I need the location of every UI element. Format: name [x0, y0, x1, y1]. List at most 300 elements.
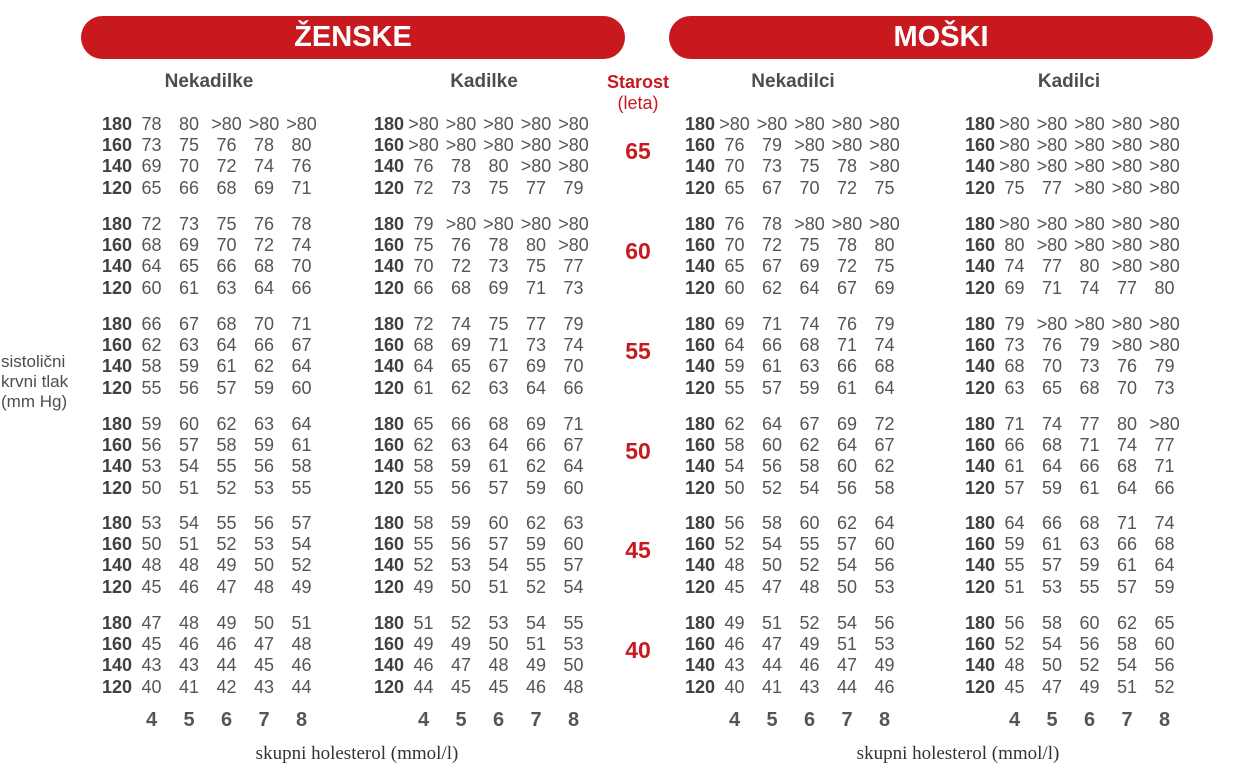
risk-value: 64: [799, 277, 820, 298]
risk-value: 44: [761, 655, 783, 676]
risk-value: 74: [1116, 435, 1138, 456]
risk-value: 79: [761, 135, 783, 156]
risk-value: 62: [724, 414, 745, 434]
risk-value: 71: [525, 277, 547, 298]
risk-value: 55: [413, 534, 434, 555]
risk-value: 61: [761, 356, 783, 377]
risk-value: 72: [413, 177, 434, 198]
bp-label: 180: [101, 314, 132, 334]
table-row: [963, 278, 1203, 299]
table-row: [372, 613, 612, 634]
risk-value: 49: [525, 655, 547, 676]
risk-value: 44: [216, 655, 237, 676]
table-row: [963, 335, 1203, 356]
risk-value: 66: [450, 414, 472, 434]
bp-label: 160: [684, 235, 715, 256]
risk-value: 72: [836, 177, 858, 198]
risk-value: 53: [488, 613, 509, 633]
risk-value: 42: [216, 676, 237, 697]
table-row: [100, 356, 340, 377]
risk-value: 65: [141, 177, 162, 198]
risk-value: >80: [1036, 114, 1068, 134]
risk-value: 49: [413, 576, 434, 597]
risk-value: 47: [253, 634, 275, 655]
risk-value: 64: [291, 414, 312, 434]
table-row: [963, 214, 1203, 235]
table-row: [372, 135, 612, 156]
risk-value: 67: [291, 335, 312, 356]
risk-value: 78: [291, 214, 312, 234]
bp-label: 120: [373, 277, 404, 298]
risk-value: 61: [1041, 534, 1063, 555]
risk-value: 56: [874, 555, 895, 576]
risk-value: 70: [413, 256, 434, 277]
risk-value: 60: [836, 456, 858, 477]
risk-value: 52: [525, 576, 547, 597]
risk-value: 71: [1116, 513, 1138, 533]
bp-label: 160: [373, 534, 404, 555]
risk-value: 55: [413, 477, 434, 498]
table-row: [963, 156, 1203, 177]
bp-label: 180: [101, 414, 132, 434]
bp-label: 140: [684, 555, 715, 576]
risk-value: 69: [874, 277, 895, 298]
cholesterol-tick: 8: [878, 709, 891, 731]
risk-value: 58: [141, 356, 162, 377]
risk-value: 51: [488, 576, 509, 597]
bp-label: 180: [684, 114, 715, 134]
risk-value: 54: [836, 613, 858, 633]
risk-value: 69: [1004, 277, 1025, 298]
risk-value: 62: [216, 414, 237, 434]
risk-value: 66: [1079, 456, 1100, 477]
risk-value: 71: [836, 335, 858, 356]
risk-value: >80: [869, 214, 900, 234]
risk-value: >80: [1149, 314, 1180, 334]
risk-value: 50: [1041, 655, 1063, 676]
risk-value: 56: [836, 477, 858, 498]
table-row: [683, 577, 923, 598]
risk-value: 64: [253, 277, 275, 298]
risk-value: 79: [563, 177, 584, 198]
bp-label: 180: [684, 214, 715, 234]
bp-label: 140: [101, 555, 132, 576]
risk-value: 54: [488, 555, 509, 576]
risk-value: 70: [724, 156, 745, 177]
risk-value: 77: [525, 314, 547, 334]
risk-value: >80: [520, 114, 552, 134]
risk-value: 79: [1154, 356, 1175, 377]
table-row: [963, 314, 1203, 335]
table-row: [100, 214, 340, 235]
risk-value: 70: [799, 177, 820, 198]
risk-value: 62: [253, 356, 275, 377]
risk-value: 50: [253, 613, 275, 633]
risk-value: 47: [1041, 676, 1063, 697]
risk-value: >80: [831, 135, 863, 156]
table-row: [963, 513, 1203, 534]
risk-value: 50: [488, 634, 509, 655]
risk-value: 59: [525, 477, 547, 498]
table-row: [372, 314, 612, 335]
risk-block: [963, 314, 1203, 399]
risk-value: >80: [558, 214, 589, 234]
risk-value: >80: [1111, 156, 1143, 177]
risk-value: 52: [799, 613, 820, 633]
table-row: [100, 114, 340, 135]
risk-value: 64: [1116, 477, 1138, 498]
risk-value: 66: [1041, 513, 1063, 533]
risk-value: 62: [836, 513, 858, 533]
bp-label: 120: [101, 477, 132, 498]
risk-value: 65: [413, 414, 434, 434]
risk-value: 52: [1079, 655, 1100, 676]
risk-block: [372, 513, 612, 598]
risk-block: [963, 513, 1203, 598]
table-row: [963, 555, 1203, 576]
risk-value: 49: [874, 655, 895, 676]
bp-label: 180: [964, 613, 995, 633]
bp-label: 120: [373, 477, 404, 498]
risk-value: 45: [141, 634, 162, 655]
table-row: [100, 534, 340, 555]
table-row: [683, 513, 923, 534]
risk-value: >80: [558, 114, 589, 134]
risk-value: 53: [874, 576, 895, 597]
risk-value: 60: [563, 534, 584, 555]
risk-value: 46: [724, 634, 745, 655]
bp-label: 140: [684, 156, 715, 177]
risk-value: 58: [291, 456, 312, 477]
table-row: [372, 114, 612, 135]
table-row: [100, 156, 340, 177]
table-row: [683, 178, 923, 199]
risk-value: 77: [1079, 414, 1100, 434]
risk-value: 55: [216, 513, 237, 533]
risk-value: 66: [253, 335, 275, 356]
bp-label: 180: [101, 513, 132, 533]
risk-value: 45: [253, 655, 275, 676]
risk-value: 76: [253, 214, 275, 234]
risk-value: >80: [1149, 214, 1180, 234]
risk-value: >80: [999, 114, 1030, 134]
risk-block: [683, 613, 923, 698]
risk-value: 55: [141, 377, 162, 398]
risk-value: 68: [216, 177, 237, 198]
risk-value: >80: [445, 135, 477, 156]
risk-value: 56: [874, 613, 895, 633]
risk-value: 74: [291, 235, 312, 256]
table-row: [683, 214, 923, 235]
cholesterol-tick: 6: [492, 709, 505, 731]
bp-label: 120: [684, 277, 715, 298]
risk-value: >80: [1149, 256, 1180, 277]
risk-value: 69: [450, 335, 472, 356]
risk-value: 56: [724, 513, 745, 533]
risk-value: 46: [525, 676, 547, 697]
risk-value: 59: [450, 456, 472, 477]
risk-value: 48: [799, 576, 820, 597]
table-row: [963, 235, 1203, 256]
risk-value: >80: [1074, 114, 1105, 134]
risk-value: 74: [1041, 414, 1063, 434]
risk-value: 66: [141, 314, 162, 334]
bp-label: 140: [684, 456, 715, 477]
risk-value: >80: [1111, 256, 1143, 277]
risk-value: 51: [291, 613, 312, 633]
bp-label: 140: [684, 356, 715, 377]
risk-value: 49: [724, 613, 745, 633]
cholesterol-tick: 4: [1008, 709, 1021, 731]
bp-label: 120: [373, 576, 404, 597]
risk-value: 80: [1116, 414, 1138, 434]
risk-value: 66: [1004, 435, 1025, 456]
cholesterol-tick: 6: [1083, 709, 1096, 731]
table-row: [683, 634, 923, 655]
risk-value: >80: [1074, 156, 1105, 177]
risk-value: 70: [563, 356, 584, 377]
risk-value: 80: [178, 114, 200, 134]
risk-value: 61: [413, 377, 434, 398]
risk-value: 74: [1154, 513, 1175, 533]
risk-value: 68: [488, 414, 509, 434]
risk-block: [372, 314, 612, 399]
risk-value: 46: [799, 655, 820, 676]
risk-value: 71: [488, 335, 509, 356]
risk-value: 66: [178, 177, 200, 198]
risk-value: 46: [291, 655, 312, 676]
risk-value: >80: [999, 135, 1030, 156]
bp-label: 140: [964, 356, 995, 377]
bp-label: 180: [373, 314, 404, 334]
risk-value: 53: [1041, 576, 1063, 597]
table-row: [100, 613, 340, 634]
bp-label: 180: [373, 414, 404, 434]
risk-value: 59: [1154, 576, 1175, 597]
bp-label: 160: [101, 435, 132, 456]
y-axis-label-line: krvni tlak: [1, 372, 69, 391]
risk-value: >80: [756, 114, 788, 134]
risk-value: >80: [794, 114, 825, 134]
risk-value: 43: [178, 655, 200, 676]
risk-value: 69: [799, 256, 820, 277]
risk-value: 60: [291, 377, 312, 398]
table-row: [683, 135, 923, 156]
risk-value: 70: [1041, 356, 1063, 377]
risk-value: 53: [253, 534, 275, 555]
risk-value: 71: [1004, 414, 1025, 434]
risk-value: 64: [291, 356, 312, 377]
table-row: [372, 214, 612, 235]
risk-value: 61: [1116, 555, 1138, 576]
age-label: 50: [625, 438, 651, 464]
risk-value: 75: [488, 314, 509, 334]
risk-value: 46: [413, 655, 434, 676]
risk-value: 57: [563, 555, 584, 576]
risk-value: 48: [1004, 655, 1025, 676]
risk-value: 69: [488, 277, 509, 298]
risk-value: 72: [836, 256, 858, 277]
risk-value: >80: [1074, 135, 1105, 156]
risk-value: >80: [999, 156, 1030, 177]
risk-block: [683, 414, 923, 499]
bp-label: 140: [373, 256, 404, 277]
risk-value: 68: [216, 314, 237, 334]
y-axis-label: [1, 352, 68, 412]
risk-value: 72: [450, 256, 472, 277]
risk-value: 44: [413, 676, 434, 697]
table-row: [100, 478, 340, 499]
risk-value: 67: [178, 314, 200, 334]
risk-value: 51: [178, 534, 200, 555]
risk-value: 54: [836, 555, 858, 576]
y-axis-label-line: sistolični: [1, 352, 66, 371]
risk-value: >80: [1149, 335, 1180, 356]
table-row: [372, 235, 612, 256]
bp-label: 160: [684, 634, 715, 655]
risk-value: 68: [874, 356, 895, 377]
risk-value: 54: [291, 534, 312, 555]
risk-value: 58: [799, 456, 820, 477]
risk-value: 54: [724, 456, 745, 477]
risk-value: >80: [1036, 135, 1068, 156]
table-row: [963, 356, 1203, 377]
risk-value: 47: [216, 576, 237, 597]
risk-value: 72: [141, 214, 162, 234]
table-row: [963, 378, 1203, 399]
risk-value: 76: [836, 314, 858, 334]
risk-value: 75: [874, 256, 895, 277]
risk-value: 75: [799, 156, 820, 177]
bp-label: 180: [964, 214, 995, 234]
table-row: [100, 435, 340, 456]
risk-value: 71: [1041, 277, 1063, 298]
risk-value: 62: [525, 456, 547, 477]
risk-value: 53: [141, 456, 162, 477]
risk-value: 56: [1079, 634, 1100, 655]
risk-value: 69: [724, 314, 745, 334]
risk-value: >80: [520, 135, 552, 156]
risk-value: 65: [724, 177, 745, 198]
risk-value: 60: [1154, 634, 1175, 655]
bp-label: 120: [101, 676, 132, 697]
risk-value: >80: [248, 114, 280, 134]
risk-value: 50: [563, 655, 584, 676]
risk-value: 68: [1154, 534, 1175, 555]
risk-value: 68: [141, 235, 162, 256]
bp-label: 140: [964, 655, 995, 676]
risk-value: 55: [291, 477, 312, 498]
risk-value: 77: [1116, 277, 1138, 298]
risk-value: 69: [141, 156, 162, 177]
risk-block: [100, 214, 340, 299]
risk-value: 75: [413, 235, 434, 256]
table-row: [372, 555, 612, 576]
risk-value: 55: [724, 377, 745, 398]
risk-value: 68: [450, 277, 472, 298]
bp-label: 180: [964, 414, 995, 434]
risk-value: 69: [178, 235, 200, 256]
risk-value: 56: [1154, 655, 1175, 676]
table-row: [100, 335, 340, 356]
risk-value: 80: [291, 135, 312, 156]
risk-value: 70: [291, 256, 312, 277]
risk-value: 64: [874, 513, 895, 533]
risk-value: 60: [1079, 613, 1100, 633]
bp-label: 120: [373, 177, 404, 198]
bp-label: 120: [684, 177, 715, 198]
risk-value: >80: [408, 135, 439, 156]
bp-label: 180: [101, 613, 132, 633]
risk-value: >80: [558, 156, 589, 177]
risk-value: 48: [488, 655, 509, 676]
risk-value: 43: [253, 676, 275, 697]
table-row: [372, 435, 612, 456]
risk-value: 68: [1004, 356, 1025, 377]
risk-block: [963, 414, 1203, 499]
risk-value: 55: [1079, 576, 1100, 597]
risk-value: 48: [178, 613, 200, 633]
table-row: [963, 634, 1203, 655]
cholesterol-tick: 7: [1121, 709, 1133, 731]
header-nekadilke: Nekadilke: [164, 71, 254, 92]
risk-value: 75: [216, 214, 237, 234]
risk-value: 56: [253, 456, 275, 477]
risk-value: 64: [836, 435, 858, 456]
risk-value: 48: [141, 555, 162, 576]
risk-value: 49: [799, 634, 820, 655]
bp-label: 180: [373, 214, 404, 234]
table-row: [372, 478, 612, 499]
risk-value: 57: [1004, 477, 1025, 498]
bp-label: 120: [101, 377, 132, 398]
risk-value: 66: [525, 435, 547, 456]
risk-value: 55: [216, 456, 237, 477]
risk-value: 70: [253, 314, 275, 334]
x-axis-label-women: skupni holesterol (mmol/l): [255, 743, 459, 764]
risk-block: [963, 214, 1203, 299]
risk-value: 48: [291, 634, 312, 655]
bp-label: 160: [684, 135, 715, 156]
risk-value: 78: [761, 214, 783, 234]
risk-value: 72: [874, 414, 895, 434]
header-kadilke: Kadilke: [450, 71, 518, 92]
risk-value: 54: [1116, 655, 1138, 676]
cholesterol-tick: 5: [183, 709, 195, 731]
bp-label: 160: [373, 135, 404, 156]
table-row: [963, 613, 1203, 634]
risk-value: 66: [563, 377, 584, 398]
table-row: [100, 414, 340, 435]
table-row: [372, 513, 612, 534]
risk-value: 58: [1041, 613, 1063, 633]
risk-value: 45: [141, 576, 162, 597]
table-row: [100, 456, 340, 477]
risk-value: 64: [1004, 513, 1025, 533]
risk-value: 59: [253, 377, 275, 398]
risk-value: >80: [869, 135, 900, 156]
risk-value: 58: [1116, 634, 1138, 655]
risk-value: 50: [724, 477, 745, 498]
risk-value: 56: [450, 534, 472, 555]
risk-value: 75: [799, 235, 820, 256]
risk-value: >80: [1111, 177, 1143, 198]
risk-value: >80: [1111, 335, 1143, 356]
table-row: [683, 256, 923, 277]
table-row: [100, 655, 340, 676]
risk-value: 73: [1004, 335, 1025, 356]
risk-value: >80: [1111, 214, 1143, 234]
